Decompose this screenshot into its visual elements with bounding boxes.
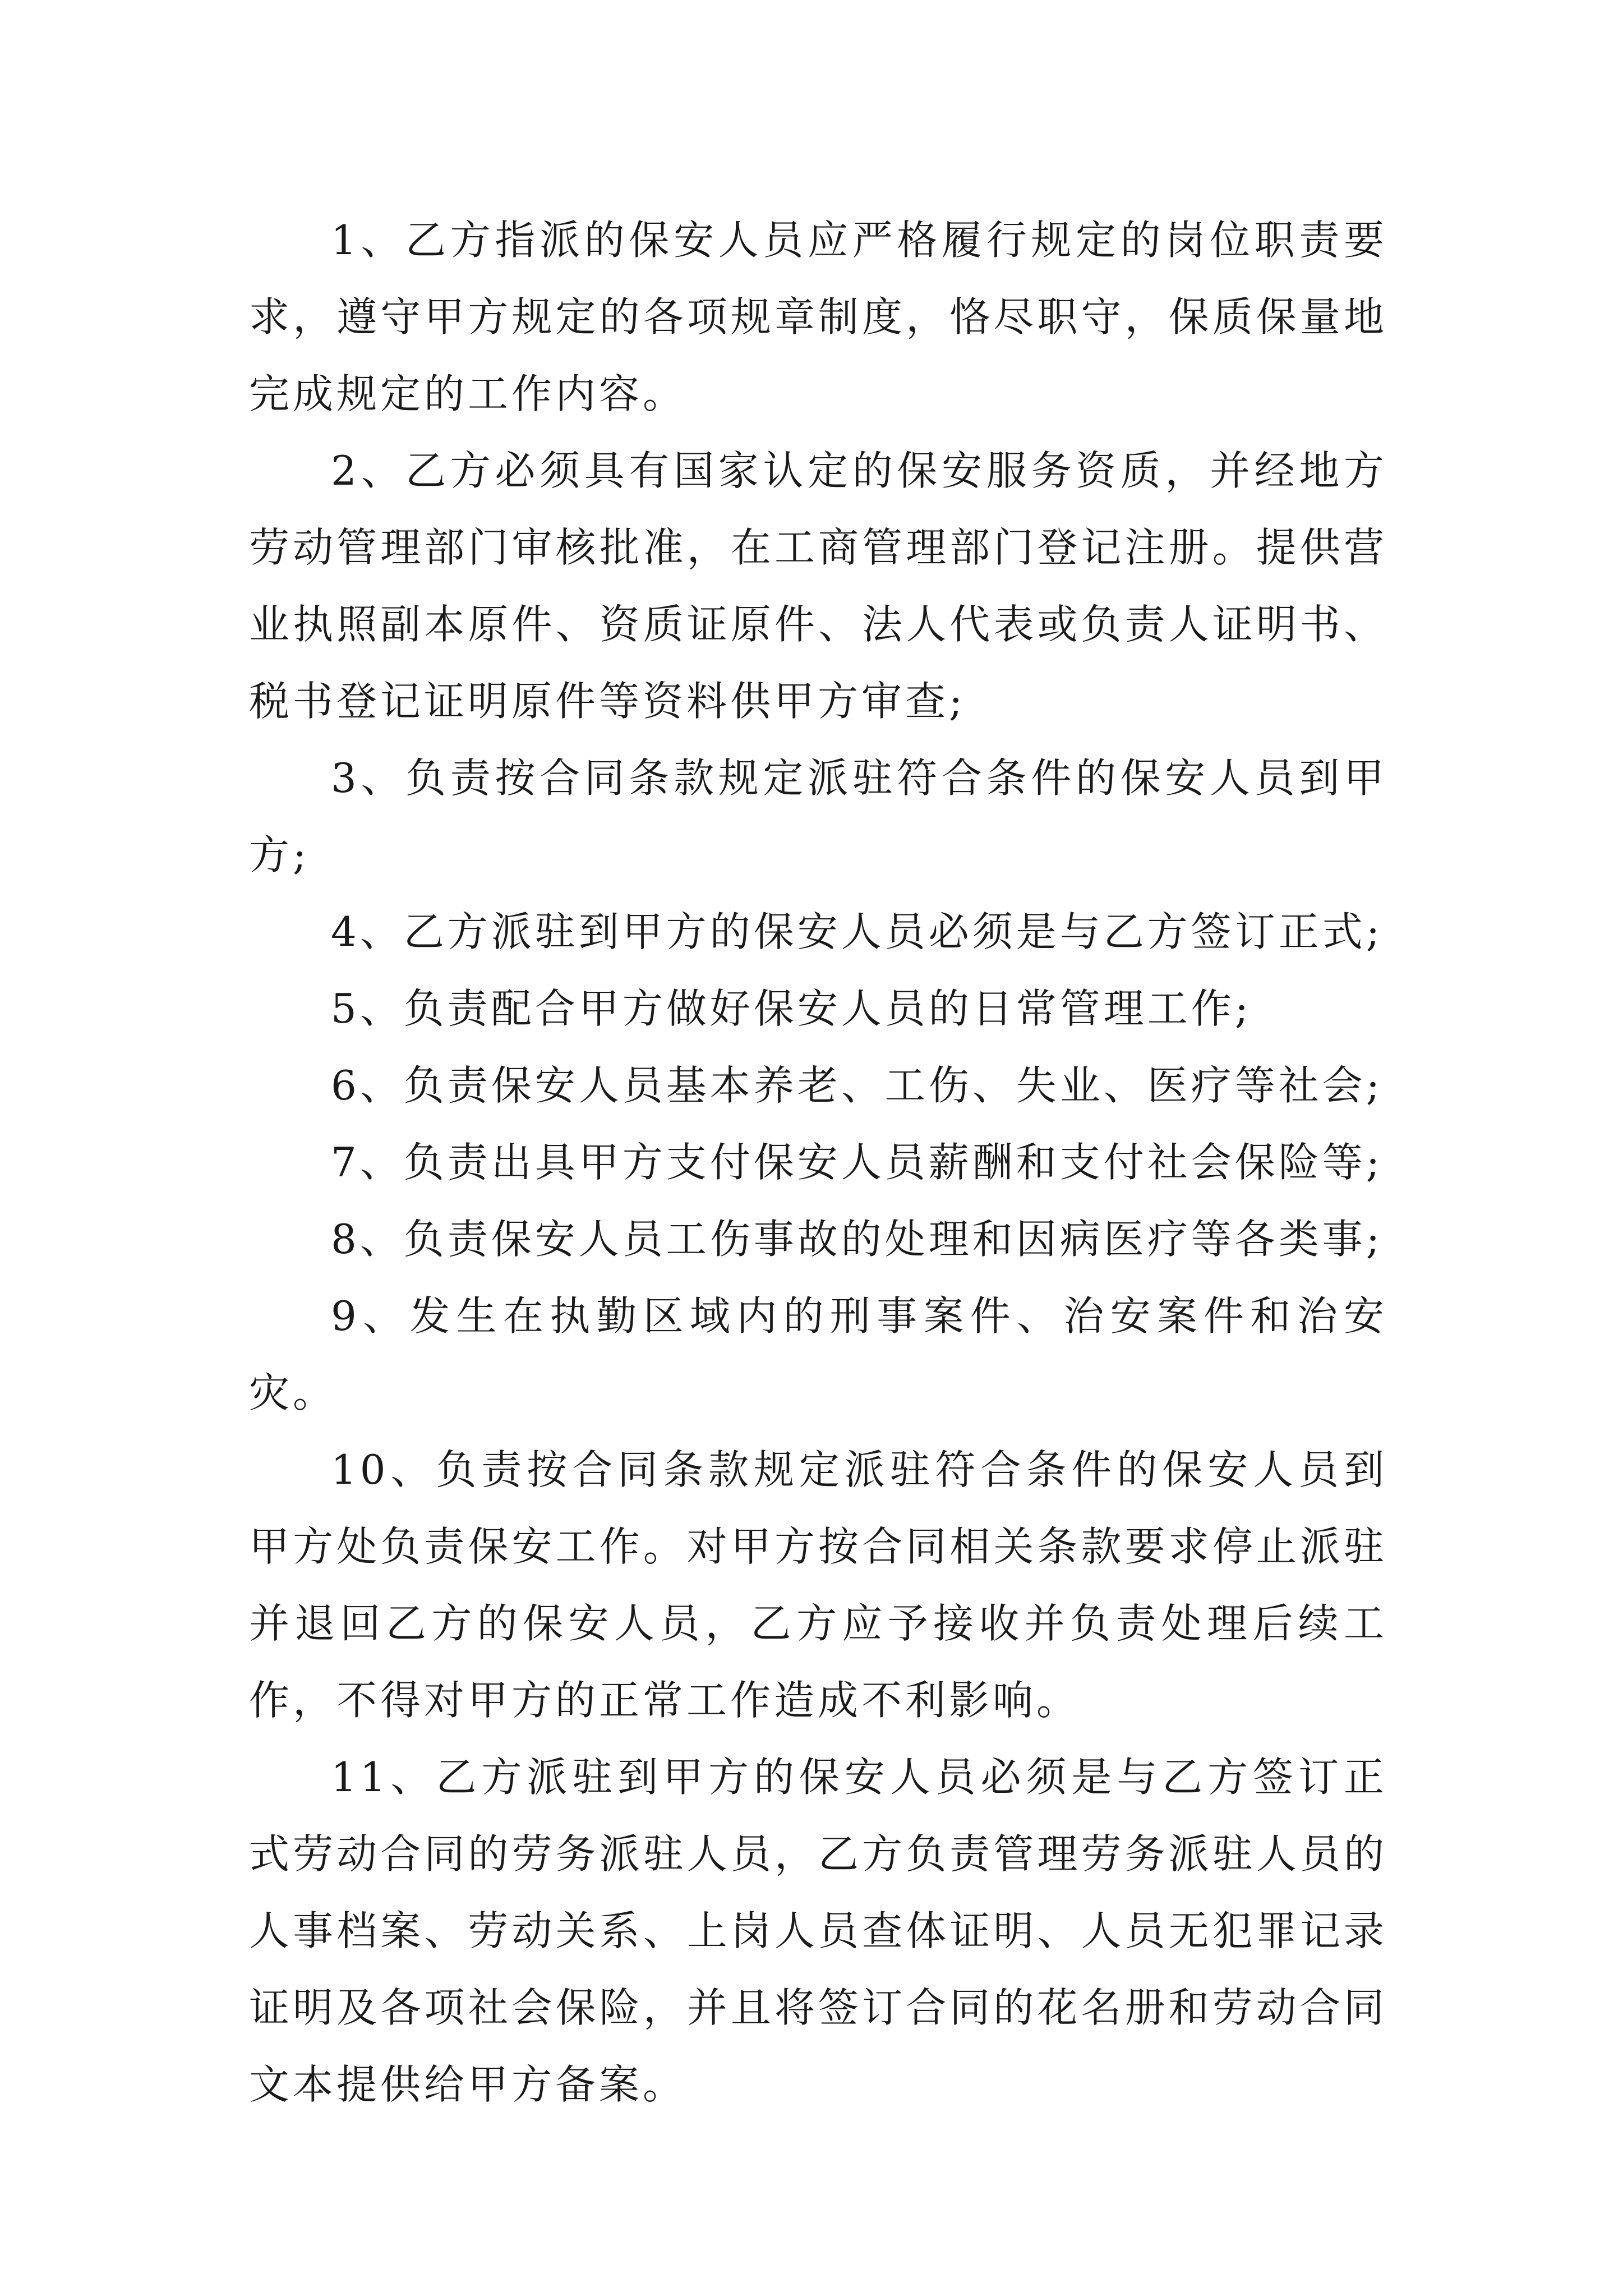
paragraph-3: 3、负责按合同条款规定派驻符合条件的保安人员到甲方;: [249, 754, 1387, 878]
paragraph-10: 10、负责按合同条款规定派驻符合条件的保安人员到甲方处负责保安工作。对甲方按合同相关条款要求停止派驻并退回乙方的保安人员，乙方应予接收并负责处理后续工作，不得对甲方的正常工作造成不利影响。: [249, 1446, 1387, 1724]
paragraph-4: 4、乙方派驻到甲方的保安人员必须是与乙方签订正式;: [331, 908, 1384, 955]
paragraph-7: 7、负责出具甲方支付保安人员薪酬和支付社会保险等;: [331, 1139, 1384, 1186]
paragraph-8: 8、负责保安人员工伤事故的处理和因病医疗等各类事;: [331, 1216, 1384, 1263]
document-body: [249, 202, 1387, 2123]
paragraph-1: 1、乙方指派的保安人员应严格履行规定的岗位职责要求，遵守甲方规定的各项规章制度，恪尽职守，保质保量地完成规定的工作内容。: [249, 217, 1387, 417]
paragraph-6: 6、负责保安人员基本养老、工伤、失业、医疗等社会;: [331, 1062, 1384, 1109]
paragraph-9: 9、发生在执勤区域内的刑事案件、治安案件和治安灾。: [249, 1292, 1387, 1416]
paragraph-5: 5、负责配合甲方做好保安人员的日常管理工作;: [331, 985, 1252, 1032]
paragraph-11: 11、乙方派驻到甲方的保安人员必须是与乙方签订正式劳动合同的劳务派驻人员，乙方负责管理劳务派驻人员的人事档案、劳动关系、上岗人员查体证明、人员无犯罪记录证明及各项社会保险，并且将签订合同的花名册和劳动合同文本提供给甲方备案。: [249, 1754, 1387, 2108]
paragraph-2: 2、乙方必须具有国家认定的保安服务资质，并经地方劳动管理部门审核批准，在工商管理部门登记注册。提供营业执照副本原件、资质证原件、法人代表或负责人证明书、税书登记证明原件等资料供甲方审查;: [249, 447, 1387, 725]
